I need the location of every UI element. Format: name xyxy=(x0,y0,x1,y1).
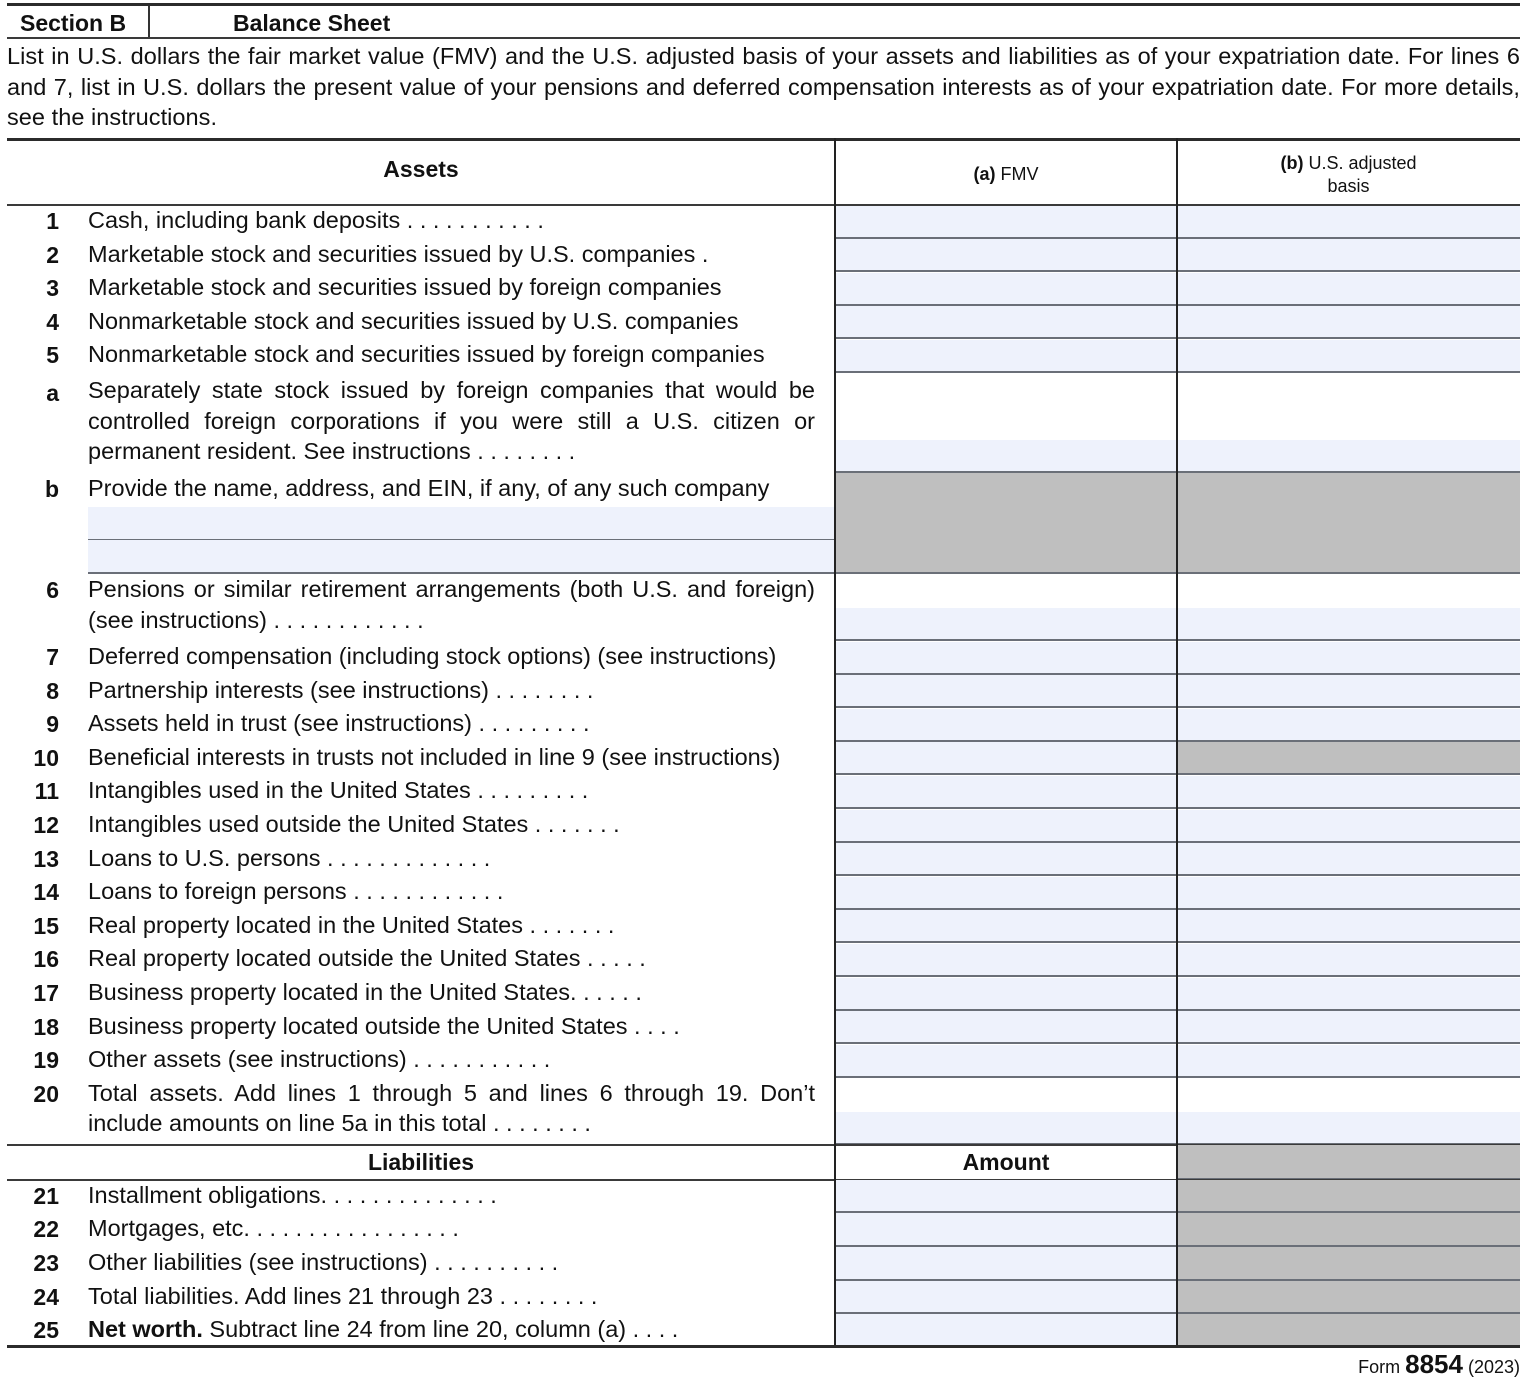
fmv-input[interactable] xyxy=(835,642,1177,675)
line-number: 10 xyxy=(33,744,59,771)
line-description xyxy=(88,809,815,840)
asset-row-7 xyxy=(7,641,1520,675)
leader-dots: . . . . . . . . . . . . xyxy=(346,878,504,905)
company-info-field-2[interactable] xyxy=(88,540,835,574)
col-a-prefix: (a) xyxy=(973,164,996,184)
fmv-input[interactable] xyxy=(835,675,1177,708)
cell-spacer xyxy=(1177,574,1520,608)
basis-input[interactable] xyxy=(1177,877,1520,910)
instructions-text: List in U.S. dollars the fair market value (FMV) and the U.S. adjusted basis of your assets and liabilities as of your expatriation date. For lines 6 and 7, list in U.S. dollars the present value of your pensions and deferred compensation interests as of your expatriation date. For more details, see the instructions. xyxy=(7,43,1520,130)
line-number: 7 xyxy=(46,644,59,670)
basis-disabled-cell xyxy=(1177,742,1520,776)
line-text: Total assets. Add lines 1 through 5 and lines 6 through 19. Don’t include amounts on line 5a in this total xyxy=(88,1079,815,1137)
line-text: Nonmarketable stock and securities issued by foreign companies xyxy=(88,341,765,368)
line-text: Loans to U.S. persons xyxy=(88,844,321,871)
fmv-disabled-cell xyxy=(835,473,1177,574)
line-description xyxy=(88,876,815,907)
line-description xyxy=(88,306,815,337)
line-text: Nonmarketable stock and securities issued by U.S. companies xyxy=(88,307,739,334)
fmv-input[interactable] xyxy=(835,843,1177,876)
line-description xyxy=(88,843,815,874)
cell-spacer xyxy=(835,1078,1177,1112)
leader-dots: . . . . . . . . . . . . . xyxy=(320,844,491,871)
form-year: (2023) xyxy=(1467,1357,1520,1377)
asset-row-13 xyxy=(7,843,1520,877)
line-number: 16 xyxy=(33,946,59,973)
line-text: Other assets (see instructions) xyxy=(88,1046,407,1073)
basis-input[interactable] xyxy=(1177,1045,1520,1078)
leader-dots: . . . . . . . . . . . . . . . . xyxy=(249,1215,459,1242)
asset-row-b xyxy=(7,473,1520,574)
liabilities-header-row xyxy=(7,1145,1520,1180)
asset-row-15 xyxy=(7,910,1520,944)
amount-input[interactable] xyxy=(835,1247,1177,1281)
fmv-input[interactable] xyxy=(835,1045,1177,1078)
line-number: 22 xyxy=(33,1216,59,1243)
basis-input[interactable] xyxy=(1177,1011,1520,1044)
fmv-input[interactable] xyxy=(835,306,1177,339)
line-number: 8 xyxy=(46,677,59,704)
leader-dots: . . . . . . . . . . . xyxy=(406,1046,551,1073)
line-text: Total liabilities. Add lines 21 through 23 xyxy=(88,1282,493,1309)
fmv-input[interactable] xyxy=(835,206,1177,239)
fmv-input[interactable] xyxy=(835,910,1177,943)
liability-row-25 xyxy=(7,1314,1520,1348)
line-text: Pensions or similar retirement arrangements (both U.S. and foreign) (see instructions) xyxy=(88,576,815,633)
amount-input[interactable] xyxy=(835,1180,1177,1214)
line-text: Beneficial interests in trusts not included in line 9 (see instructions) xyxy=(88,743,781,770)
amount-input[interactable] xyxy=(835,1213,1177,1247)
form-footer xyxy=(1358,1349,1520,1380)
asset-row-19 xyxy=(7,1044,1520,1078)
asset-row-14 xyxy=(7,876,1520,910)
basis-input[interactable] xyxy=(1177,340,1520,373)
line-number: 6 xyxy=(46,577,59,603)
amount-b-disabled-cell xyxy=(1177,1281,1520,1315)
basis-input[interactable] xyxy=(1177,910,1520,943)
line-description xyxy=(88,339,815,370)
line-number: 1 xyxy=(46,208,59,234)
leader-dots: . . . . . . . xyxy=(528,811,620,837)
leader-dots: . . . . . . . . xyxy=(493,1282,598,1309)
col-a-left-line xyxy=(834,138,836,1347)
col-b-prefix: (b) xyxy=(1280,153,1304,173)
liabilities-header: Liabilities xyxy=(367,1148,475,1175)
line-description xyxy=(88,375,815,467)
line-description xyxy=(88,239,815,270)
line-number: 25 xyxy=(33,1317,59,1344)
form-number: 8854 xyxy=(1405,1349,1463,1379)
amount-b-disabled-cell xyxy=(1177,1213,1520,1247)
leader-dots: . . . . . . . xyxy=(523,911,615,938)
line-number: 2 xyxy=(46,241,59,268)
line-description xyxy=(88,1044,815,1075)
leader-dots: . xyxy=(695,240,709,267)
line-description xyxy=(88,1247,815,1278)
fmv-input[interactable] xyxy=(835,273,1177,306)
asset-row-9 xyxy=(7,708,1520,742)
line-description xyxy=(88,272,815,303)
amount-input[interactable] xyxy=(835,1314,1177,1348)
basis-input[interactable] xyxy=(1177,776,1520,809)
asset-row-20 xyxy=(7,1078,1520,1145)
line-text: Cash, including bank deposits xyxy=(88,207,401,233)
line-number: 4 xyxy=(46,308,59,335)
line-number: 5 xyxy=(46,342,59,369)
basis-input[interactable] xyxy=(1177,843,1520,876)
leader-dots: . . . . . xyxy=(576,979,642,1005)
line-text-bold: Net worth. xyxy=(88,1316,203,1343)
asset-row-6 xyxy=(7,574,1520,641)
line-number: 17 xyxy=(33,980,59,1006)
fmv-input[interactable] xyxy=(835,239,1177,272)
col-a-label: FMV xyxy=(1000,164,1039,184)
line-text: Assets held in trust (see instructions) xyxy=(88,710,472,737)
line-number: 19 xyxy=(33,1047,59,1074)
section-label: Section B xyxy=(20,10,127,36)
amount-header: Amount xyxy=(962,1148,1050,1175)
asset-row-5 xyxy=(7,339,1520,373)
line-description xyxy=(88,1011,815,1042)
line-description xyxy=(88,910,815,941)
fmv-input[interactable] xyxy=(835,1112,1177,1145)
leader-dots: . . . . . . . . . . . xyxy=(400,207,544,233)
fmv-input[interactable] xyxy=(835,340,1177,373)
cell-spacer xyxy=(835,373,1177,440)
line-text: Marketable stock and securities issued by foreign companies xyxy=(88,274,722,301)
fmv-input[interactable] xyxy=(835,877,1177,910)
table-bottom-rule xyxy=(7,1345,1520,1348)
leader-dots: . . . . . . . . . . xyxy=(427,1249,559,1275)
line-text: Real property located outside the United States xyxy=(88,945,581,972)
line-number: a xyxy=(46,380,59,406)
line-text: Business property located outside the United States xyxy=(88,1012,628,1039)
asset-row-17 xyxy=(7,977,1520,1011)
line-text: Mortgages, etc. xyxy=(88,1215,250,1242)
fmv-input[interactable] xyxy=(835,978,1177,1011)
fmv-input[interactable] xyxy=(835,742,1177,775)
line-text: Intangibles used outside the United States xyxy=(88,811,529,837)
asset-row-12 xyxy=(7,809,1520,843)
leader-dots: . . . . xyxy=(626,1316,679,1343)
amount-b-disabled-cell xyxy=(1177,1180,1520,1214)
basis-input[interactable] xyxy=(1177,944,1520,977)
line-description xyxy=(88,977,815,1008)
fmv-input[interactable] xyxy=(835,1011,1177,1044)
leader-dots: . . . . . . . . . . . . xyxy=(266,606,424,633)
fmv-input[interactable] xyxy=(835,944,1177,977)
line-text: Partnership interests (see instructions) xyxy=(88,676,489,703)
line-text: Other liabilities (see instructions) xyxy=(88,1249,428,1275)
basis-input[interactable] xyxy=(1177,675,1520,708)
line-number: 14 xyxy=(33,879,59,906)
fmv-input[interactable] xyxy=(835,776,1177,809)
basis-input[interactable] xyxy=(1177,206,1520,239)
line-description xyxy=(88,1078,815,1139)
line-number: b xyxy=(44,476,59,502)
basis-input[interactable] xyxy=(1177,642,1520,675)
leader-dots: . . . . . . . . xyxy=(486,1110,591,1137)
asset-row-10 xyxy=(7,742,1520,776)
line-text: Deferred compensation (including stock options) (see instructions) xyxy=(88,643,777,669)
line-description xyxy=(88,473,815,504)
basis-input[interactable] xyxy=(1177,306,1520,339)
basis-disabled-cell xyxy=(1177,473,1520,574)
line-number: 20 xyxy=(33,1080,59,1107)
basis-input[interactable] xyxy=(1177,810,1520,843)
line-description xyxy=(88,742,815,773)
line-description xyxy=(88,675,815,706)
cell-spacer xyxy=(835,574,1177,608)
fmv-input[interactable] xyxy=(835,709,1177,742)
basis-input[interactable] xyxy=(1177,1112,1520,1145)
basis-input[interactable] xyxy=(1177,608,1520,641)
amount-b-disabled-cell xyxy=(1177,1247,1520,1281)
leader-dots: . . . . . xyxy=(580,945,646,972)
balance-sheet-table xyxy=(7,138,1520,1348)
col-b-header xyxy=(1177,152,1520,198)
line-description xyxy=(88,1281,815,1312)
leader-dots: . . . . . . . . . . . . . . xyxy=(320,1181,497,1208)
col-b-label-line2: basis xyxy=(1327,176,1370,196)
col-b-label-line1: U.S. adjusted xyxy=(1308,153,1417,173)
basis-input[interactable] xyxy=(1177,440,1520,473)
asset-row-4 xyxy=(7,306,1520,340)
assets-header: Assets xyxy=(383,156,459,182)
section-rule xyxy=(7,37,1520,39)
company-info-field-1[interactable] xyxy=(88,507,835,541)
line-description xyxy=(88,1213,815,1244)
line-description xyxy=(88,775,815,806)
table-top-rule xyxy=(7,138,1520,141)
line-description xyxy=(88,1180,815,1211)
section-title: Balance Sheet xyxy=(233,10,391,36)
amount-input[interactable] xyxy=(835,1281,1177,1315)
leader-dots: . . . . . . . . . xyxy=(470,777,589,804)
line-number: 18 xyxy=(33,1013,59,1040)
asset-row-2 xyxy=(7,239,1520,273)
line-number: 24 xyxy=(33,1283,59,1310)
amount-b-disabled-cell xyxy=(1177,1145,1520,1180)
liability-row-24 xyxy=(7,1281,1520,1315)
line-number: 3 xyxy=(46,275,59,302)
leader-dots: . . . . xyxy=(627,1012,680,1039)
line-description xyxy=(88,1314,815,1345)
asset-row-a xyxy=(7,373,1520,473)
line-description xyxy=(88,205,815,236)
fmv-input[interactable] xyxy=(835,440,1177,473)
line-text: Provide the name, address, and EIN, if any, of any such company xyxy=(88,475,770,501)
asset-row-11 xyxy=(7,775,1520,809)
asset-row-18 xyxy=(7,1011,1520,1045)
line-number: 11 xyxy=(34,778,59,805)
line-number: 21 xyxy=(33,1182,59,1209)
section-header xyxy=(7,6,1520,38)
asset-row-1 xyxy=(7,205,1520,239)
line-number: 23 xyxy=(33,1250,59,1276)
form-word: Form xyxy=(1358,1357,1401,1377)
line-text: Marketable stock and securities issued by U.S. companies xyxy=(88,240,696,267)
cell-spacer xyxy=(1177,373,1520,440)
line-text: Installment obligations xyxy=(88,1181,321,1208)
liability-row-21 xyxy=(7,1180,1520,1214)
line-text: Business property located in the United States. xyxy=(88,979,577,1005)
line-description xyxy=(88,708,815,739)
col-b-left-line xyxy=(1176,138,1178,1347)
amount-b-disabled-cell xyxy=(1177,1314,1520,1348)
liability-row-23 xyxy=(7,1247,1520,1281)
line-description xyxy=(88,641,815,672)
line-text: Separately state stock issued by foreign companies that would be controlled foreign corporations if you were still a U.S. citizen or permanent resident. See instructions xyxy=(88,377,815,464)
basis-input[interactable] xyxy=(1177,709,1520,742)
line-number: 13 xyxy=(33,845,59,872)
fmv-input[interactable] xyxy=(835,810,1177,843)
asset-row-16 xyxy=(7,943,1520,977)
line-text: Intangibles used in the United States xyxy=(88,777,471,804)
line-number: 12 xyxy=(33,812,59,838)
line-number: 15 xyxy=(33,912,59,939)
liability-row-22 xyxy=(7,1213,1520,1247)
basis-input[interactable] xyxy=(1177,273,1520,306)
line-description xyxy=(88,574,815,635)
leader-dots: . . . . . . . . . xyxy=(472,710,590,737)
line-text: Loans to foreign persons xyxy=(88,878,347,905)
basis-input[interactable] xyxy=(1177,239,1520,272)
line-number: 9 xyxy=(46,711,59,738)
line-description xyxy=(88,943,815,974)
leader-dots: . . . . . . . . xyxy=(470,438,576,464)
asset-row-8 xyxy=(7,675,1520,709)
asset-row-3 xyxy=(7,272,1520,306)
line-text: Subtract line 24 from line 20, column (a) xyxy=(202,1316,627,1343)
leader-dots: . . . . . . . . xyxy=(488,676,594,703)
line-text: Real property located in the United States xyxy=(88,911,524,938)
fmv-input[interactable] xyxy=(835,608,1177,641)
cell-spacer xyxy=(1177,1078,1520,1112)
basis-input[interactable] xyxy=(1177,978,1520,1011)
col-a-header xyxy=(835,164,1177,185)
section-divider xyxy=(148,6,150,38)
